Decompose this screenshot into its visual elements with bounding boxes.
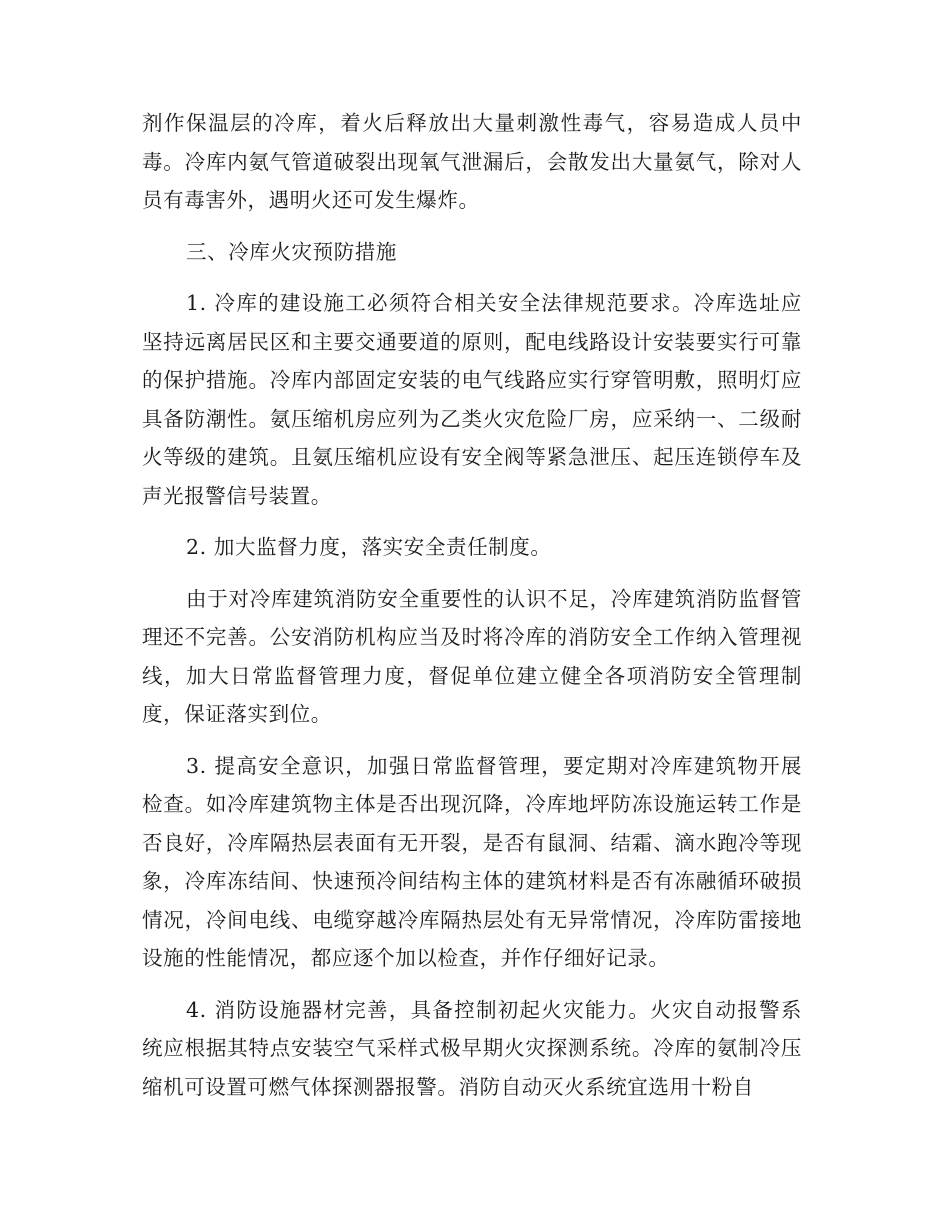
paragraph-spacer [142, 220, 802, 233]
paragraph-hazard-continuation: 剂作保温层的冷库，着火后释放出大量刺激性毒气，容易造成人员中毒。冷库内氨气管道破裂出现氧气泄漏后，会散发出大量氨气，除对人员有毒害外，遇明火还可发生爆炸。 [142, 111, 802, 212]
paragraph-item-1: 1. 冷库的建设施工必须符合相关安全法律规范要求。冷库选址应坚持远离居民区和主要交通要道的原则，配电线路设计安装要实行可靠的保护措施。冷库内部固定安装的电气线路应实行穿管明敷，照明灯应具备防潮性。氨压缩机房应列为乙类火灾危险厂房，应采纳一、二级耐火等级的建筑。且氨压缩机应设有安全阀等紧急泄压、起压连锁停车及声光报警信号装置。 [142, 291, 802, 508]
paragraph-spacer [142, 515, 802, 528]
section-heading-prevention: 三、冷库火灾预防措施 [186, 239, 397, 264]
paragraph-spacer [142, 567, 802, 580]
paragraph-spacer [142, 734, 802, 747]
paragraph-spacer [142, 271, 802, 284]
paragraph-spacer [142, 978, 802, 991]
document-body [142, 104, 802, 1106]
paragraph-item-2: 2. 加大监督力度，落实安全责任制度。 [186, 535, 552, 559]
paragraph-item-2-detail: 由于对冷库建筑消防安全重要性的认识不足，冷库建筑消防监督管理还不完善。公安消防机构应当及时将冷库的消防安全工作纳入管理视线，加大日常监督管理力度，督促单位建立健全各项消防安全管理制度，保证落实到位。 [142, 586, 802, 726]
paragraph-item-4: 4. 消防设施器材完善，具备控制初起火灾能力。火灾自动报警系统应根据其特点安装空气采样式极早期火灾探测系统。冷库的氨制冷压缩机可设置可燃气体探测器报警。消防自动灭火系统宜选用十粉自 [142, 997, 802, 1099]
paragraph-item-3: 3. 提高安全意识，加强日常监督管理，要定期对冷库建筑物开展检查。如冷库建筑物主体是否出现沉降，冷库地坪防冻设施运转工作是否良好，冷库隔热层表面有无开裂，是否有鼠洞、结霜、滴水跑冷等现象，冷库冻结间、快速预冷间结构主体的建筑材料是否有冻融循环破损情况，冷间电线、电缆穿越冷库隔热层处有无异常情况，冷库防雷接地设施的性能情况，都应逐个加以检查，并作仔细好记录。 [142, 753, 802, 970]
